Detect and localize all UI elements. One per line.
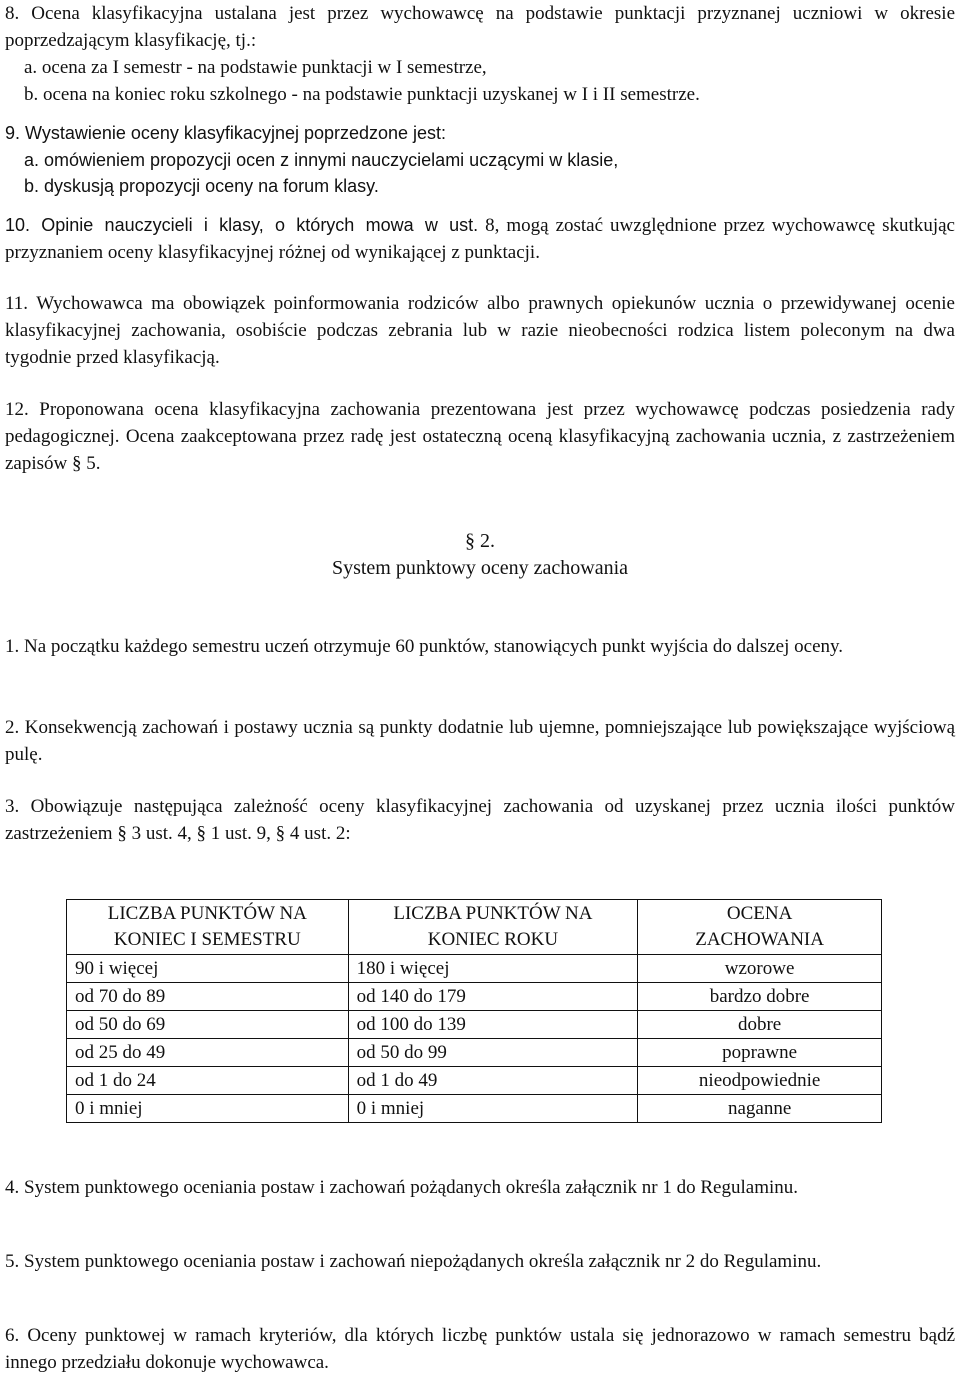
header-cell-line: LICZBA PUNKTÓW NA bbox=[393, 903, 593, 924]
paragraph-8-item-b: b. ocena na koniec roku szkolnego - na podstawie punktacji uzyskanej w I i II semestrze. bbox=[24, 84, 700, 105]
section-point-3: 3. Obowiązuje następująca zależność oceny klasyfikacyjnej zachowania od uzyskanej przez ucznia ilości punktów zastrzeżeniem § 3 ust. 4, § 1 ust. 9, § 4 ust. 2: bbox=[5, 796, 955, 844]
paragraph-12: 12. Proponowana ocena klasyfikacyjna zachowania prezentowana jest przez wychowawcę podczas posiedzenia rady pedagogicznej. Ocena zaakceptowana przez radę jest ostateczną oceną klasyfikacyjną zachowania ucznia, z zastrzeżeniem zapisów § 5. bbox=[5, 399, 955, 474]
header-cell-line: OCENA bbox=[726, 903, 793, 924]
year-points-cell: od 50 do 99 bbox=[348, 1039, 638, 1067]
paragraph-9-item-a: a. omówieniem propozycji ocen z innymi nauczycielami uczącymi w klasie, bbox=[24, 150, 619, 170]
section-number: § 2. bbox=[465, 530, 495, 552]
section-point-5: 5. System punktowego oceniania postaw i zachowań niepożądanych określa załącznik nr 2 do Regulaminu. bbox=[5, 1251, 822, 1272]
table-row bbox=[67, 1067, 882, 1095]
semester-points-cell: 90 i więcej bbox=[67, 955, 349, 983]
points-grade-table bbox=[66, 899, 882, 1123]
section-point-6: 6. Oceny punktowej w ramach kryteriów, dla których liczbę punktów ustala się jednorazowo w ramach semestru bądź innego przedziału dokonuje wychowawca. bbox=[5, 1325, 955, 1373]
table-row bbox=[67, 983, 882, 1011]
section-point-1: 1. Na początku każdego semestru uczeń otrzymuje 60 punktów, stanowiących punkt wyjścia do dalszej oceny. bbox=[5, 636, 844, 657]
table-header-row bbox=[67, 900, 882, 955]
grade-cell: nieodpowiednie bbox=[638, 1067, 882, 1095]
section-title: System punktowy oceny zachowania bbox=[331, 557, 629, 579]
header-year-points bbox=[348, 900, 638, 955]
header-cell-line: ZACHOWANIA bbox=[695, 929, 824, 950]
grade-cell: dobre bbox=[638, 1011, 882, 1039]
header-cell-line: KONIEC ROKU bbox=[427, 929, 559, 950]
grade-cell: wzorowe bbox=[638, 955, 882, 983]
grade-cell: bardzo dobre bbox=[638, 983, 882, 1011]
grade-cell: poprawne bbox=[638, 1039, 882, 1067]
year-points-cell: od 140 do 179 bbox=[348, 983, 638, 1011]
section-point-4: 4. System punktowego oceniania postaw i zachowań pożądanych określa załącznik nr 1 do Regulaminu. bbox=[5, 1177, 799, 1198]
paragraph-10 bbox=[5, 212, 955, 266]
paragraph-10-rest: 8, mogą zostać uwzględnione przez wychowawcę skutkując przyznaniem oceny klasyfikacyjnej różnej od wynikającej z punktacji. bbox=[5, 215, 955, 263]
header-behaviour-grade bbox=[638, 900, 882, 955]
semester-points-cell: od 1 do 24 bbox=[67, 1067, 349, 1095]
year-points-cell: od 1 do 49 bbox=[348, 1067, 638, 1095]
header-semester-points bbox=[67, 900, 349, 955]
semester-points-cell: od 70 do 89 bbox=[67, 983, 349, 1011]
year-points-cell: od 100 do 139 bbox=[348, 1011, 638, 1039]
table-row bbox=[67, 1039, 882, 1067]
table-row bbox=[67, 955, 882, 983]
semester-points-cell: 0 i mniej bbox=[67, 1095, 349, 1123]
paragraph-8: 8. Ocena klasyfikacyjna ustalana jest przez wychowawcę na podstawie punktacji przyznanej uczniowi w okresie poprzedzającym klasyfikację, tj.: bbox=[5, 3, 955, 51]
grade-cell: naganne bbox=[638, 1095, 882, 1123]
paragraph-9-item-b: b. dyskusją propozycji oceny na forum klasy. bbox=[24, 176, 379, 196]
header-cell-line: KONIEC I SEMESTRU bbox=[113, 929, 301, 950]
section-point-2: 2. Konsekwencją zachowań i postawy ucznia są punkty dodatnie lub ujemne, pomniejszające lub powiększające wyjściową pulę. bbox=[5, 717, 955, 765]
header-cell-line: LICZBA PUNKTÓW NA bbox=[107, 903, 307, 924]
year-points-cell: 180 i więcej bbox=[348, 955, 638, 983]
semester-points-cell: od 50 do 69 bbox=[67, 1011, 349, 1039]
semester-points-cell: od 25 do 49 bbox=[67, 1039, 349, 1067]
table-row bbox=[67, 1011, 882, 1039]
paragraph-11: 11. Wychowawca ma obowiązek poinformowania rodziców albo prawnych opiekunów ucznia o przewidywanej ocenie klasyfikacyjnej zachowania, osobiście podczas zebrania lub w razie nieobecności rodzica listem poleconym na dwa tygodnie przed klasyfikacją. bbox=[5, 293, 955, 368]
year-points-cell: 0 i mniej bbox=[348, 1095, 638, 1123]
paragraph-10-lead: 10. Opinie nauczycieli i klasy, o których mowa w ust. bbox=[5, 215, 479, 235]
paragraph-8-item-a: a. ocena za I semestr - na podstawie punktacji w I semestrze, bbox=[24, 57, 487, 78]
table-row bbox=[67, 1095, 882, 1123]
paragraph-9: 9. Wystawienie oceny klasyfikacyjnej poprzedzone jest: bbox=[5, 123, 447, 143]
